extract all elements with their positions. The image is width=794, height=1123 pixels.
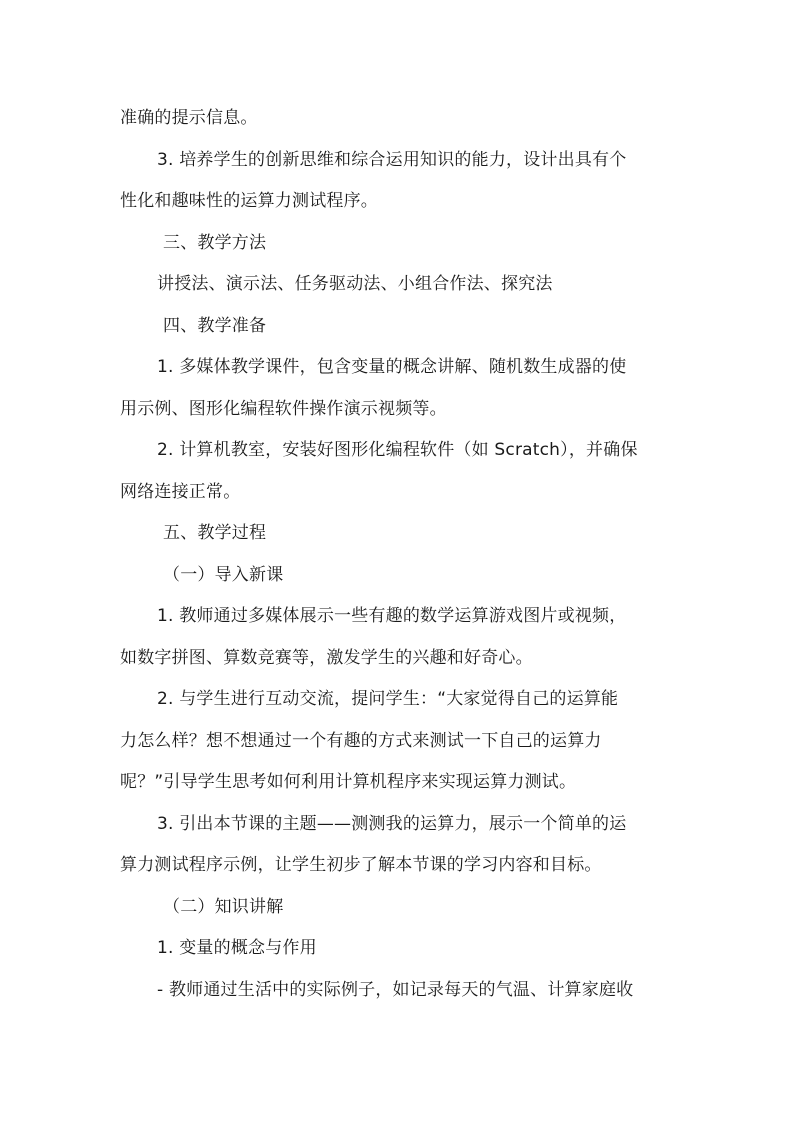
text-line-9: 2. 计算机教室，安装好图形化编程软件（如 Scratch），并确保 [157,440,638,460]
text-line-2: 3. 培养学生的创新思维和综合运用知识的能力，设计出具有个 [157,150,627,170]
text-line-15: 2. 与学生进行互动交流，提问学生：“大家觉得自己的运算能 [157,689,619,709]
section-heading-methods: 三、教学方法 [163,233,267,253]
text-line-19: 算力测试程序示例，让学生初步了解本节课的学习内容和目标。 [120,855,602,875]
text-line-5: 讲授法、演示法、任务驱动法、小组合作法、探究法 [157,274,553,294]
text-line-10: 网络连接正常。 [120,482,241,502]
section-heading-preparation: 四、教学准备 [163,316,267,336]
subsection-heading-intro: （一）导入新课 [163,565,284,585]
text-line-13: 1. 教师通过多媒体展示一些有趣的数学运算游戏图片或视频， [157,606,627,626]
text-line-17: 呢？”引导学生思考如何利用计算机程序来实现运算力测试。 [120,772,577,792]
text-line-1: 准确的提示信息。 [120,108,258,128]
text-line-8: 用示例、图形化编程软件操作演示视频等。 [120,399,447,419]
text-line-16: 力怎么样？想不想通过一个有趣的方式来测试一下自己的运算力 [120,731,602,751]
subsection-heading-knowledge: （二）知识讲解 [163,897,284,917]
text-line-7: 1. 多媒体教学课件，包含变量的概念讲解、随机数生成器的使 [157,357,627,377]
text-line-14: 如数字拼图、算数竞赛等，激发学生的兴趣和好奇心。 [120,648,533,668]
section-heading-process: 五、教学过程 [163,523,267,543]
text-line-22: - 教师通过生活中的实际例子，如记录每天的气温、计算家庭收 [157,980,634,1000]
text-line-3: 性化和趣味性的运算力测试程序。 [120,191,378,211]
text-line-18: 3. 引出本节课的主题——测测我的运算力，展示一个简单的运 [157,814,627,834]
text-line-21: 1. 变量的概念与作用 [157,938,317,958]
